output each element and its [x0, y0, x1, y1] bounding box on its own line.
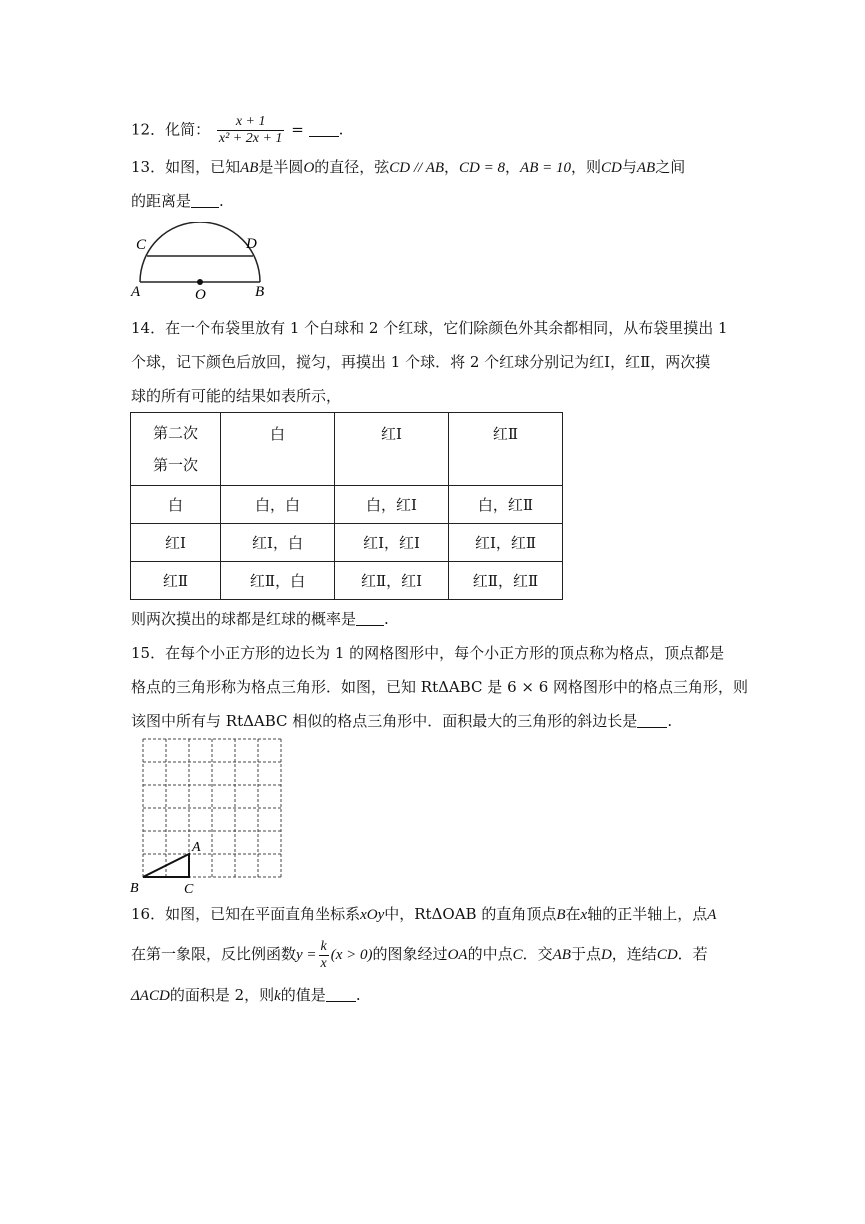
text: ．若	[677, 945, 708, 963]
triangle-abc	[143, 854, 189, 877]
grid-figure	[128, 735, 288, 895]
table-row	[131, 524, 563, 562]
column-header: 白	[221, 413, 335, 486]
text: 13．如图，已知	[131, 158, 241, 176]
text: 于点	[570, 945, 601, 963]
text: 该图中所有与 RtΔABC 相似的格点三角形中．面积最大的三角形的斜边长是	[131, 712, 638, 730]
math: CD = 8	[459, 160, 506, 176]
text: 在	[565, 905, 581, 923]
text: ，则	[570, 158, 601, 176]
label-a: A	[192, 840, 201, 855]
label-c: C	[136, 237, 147, 253]
text: 在第一象限，反比例函数	[131, 945, 297, 963]
semicircle-arc	[140, 222, 260, 282]
text: 中，RtΔOAB 的直角顶点	[384, 905, 557, 923]
header-first-draw: 第一次	[152, 456, 198, 474]
table-corner-header	[131, 413, 221, 486]
label-b: B	[255, 284, 265, 300]
math: C	[512, 947, 523, 963]
table-cell: 红Ⅱ，红Ⅰ	[335, 562, 449, 600]
label-d: D	[246, 236, 257, 252]
row-header: 红Ⅰ	[131, 524, 221, 562]
answer-blank	[326, 987, 356, 1002]
fraction	[319, 939, 329, 972]
math: k	[274, 988, 281, 1004]
math: ΔACD	[131, 988, 170, 1004]
question-13-line-1	[131, 157, 685, 178]
table-row	[131, 562, 563, 600]
column-header: 红Ⅱ	[449, 413, 563, 486]
math: CD	[601, 160, 622, 176]
table-row	[131, 486, 563, 524]
question-14-line-2: 个球，记下颜色后放回，搅匀，再摸出 1 个球．将 2 个红球分别记为红Ⅰ，红Ⅱ，两次摸	[131, 353, 711, 371]
question-number: 12．	[131, 120, 166, 139]
question-16-line-1	[131, 904, 716, 925]
math: AB = 10	[520, 160, 571, 176]
question-14-line-1: 14．在一个布袋里放有 1 个白球和 2 个红球，它们除颜色外其余都相同，从布袋里摸出 1	[131, 319, 728, 337]
math: x	[580, 907, 588, 923]
math: AB	[240, 160, 259, 176]
period: .	[338, 120, 344, 139]
row-header: 红Ⅱ	[131, 562, 221, 600]
equals-sign: =	[291, 120, 304, 139]
table-cell: 白，红Ⅱ	[449, 486, 563, 524]
math: D	[600, 947, 612, 963]
answer-blank	[309, 122, 339, 137]
fraction-numerator: k	[320, 938, 327, 954]
question-15-line-3	[131, 711, 672, 731]
text: 之间	[655, 158, 686, 176]
label-o: O	[195, 287, 206, 302]
semicircle-figure	[128, 222, 268, 302]
answer-blank	[637, 713, 667, 728]
table-cell: 红Ⅰ，红Ⅱ	[449, 524, 563, 562]
math: CD // AB	[389, 160, 445, 176]
fraction	[217, 114, 285, 147]
fraction-numerator: x + 1	[217, 114, 285, 131]
row-header: 白	[131, 486, 221, 524]
center-point-o	[197, 279, 203, 285]
text: 的图象经过	[372, 945, 448, 963]
question-14-answer-line	[131, 609, 389, 629]
text: 的距离是	[131, 192, 192, 210]
question-12	[131, 114, 343, 147]
table-cell: 白，白	[221, 486, 335, 524]
text: 16．如图，已知在平面直角坐标系	[131, 905, 361, 923]
table-cell: 白，红Ⅰ	[335, 486, 449, 524]
label-c: C	[184, 882, 194, 895]
math: CD	[656, 947, 678, 963]
text: 的面积是 2，则	[169, 986, 275, 1004]
text: 的直径，弦	[314, 158, 390, 176]
math: AB	[552, 947, 571, 963]
question-13-line-2	[131, 191, 224, 211]
text: ，连结	[611, 945, 657, 963]
header-second-draw: 第二次	[152, 424, 198, 442]
outcome-table	[130, 412, 563, 600]
table-cell: 红Ⅰ，红Ⅰ	[335, 524, 449, 562]
question-16-line-3	[131, 985, 361, 1006]
math: xOy	[360, 907, 385, 923]
math: OA	[447, 947, 468, 963]
question-15-line-1: 15．在每个小正方形的边长为 1 的网格图形中，每个小正方形的顶点称为格点，顶点都是	[131, 644, 725, 662]
question-text: 化简：	[165, 120, 211, 139]
answer-blank	[356, 611, 384, 626]
question-15-line-2: 格点的三角形称为格点三角形．如图，已知 RtΔABC 是 6 × 6 网格图形中的格点三角形，则	[131, 678, 749, 696]
dashed-grid	[143, 739, 281, 877]
text: ，	[505, 158, 521, 176]
text: 是半圆	[258, 158, 304, 176]
math: y =	[296, 947, 317, 963]
text: 则两次摸出的球都是红球的概率是	[131, 610, 357, 628]
text: ．交	[522, 945, 553, 963]
fraction-denominator: x² + 2x + 1	[218, 131, 283, 146]
fraction-denominator: x	[320, 955, 327, 971]
column-header: 红Ⅰ	[335, 413, 449, 486]
math: A	[707, 907, 717, 923]
answer-blank	[191, 193, 219, 208]
text: 轴的正半轴上，点	[587, 905, 708, 923]
math: B	[556, 907, 566, 923]
math: O	[303, 160, 315, 176]
math: (x > 0)	[330, 947, 373, 963]
period: .	[219, 192, 224, 210]
text: 的中点	[467, 945, 513, 963]
text: ，	[444, 158, 460, 176]
table-cell: 红Ⅱ，白	[221, 562, 335, 600]
label-a: A	[131, 284, 141, 300]
math: AB	[636, 160, 656, 176]
question-14-line-3: 球的所有可能的结果如表所示，	[131, 387, 342, 405]
text: 的值是	[280, 986, 326, 1004]
table-cell: 红Ⅰ，白	[221, 524, 335, 562]
label-b: B	[130, 881, 139, 895]
period: .	[355, 986, 361, 1004]
question-16-line-2	[131, 935, 708, 974]
period: .	[667, 712, 673, 730]
text: 与	[621, 158, 637, 176]
table-cell: 红Ⅱ，红Ⅱ	[449, 562, 563, 600]
period: .	[384, 610, 389, 628]
table-header-row	[131, 413, 563, 486]
